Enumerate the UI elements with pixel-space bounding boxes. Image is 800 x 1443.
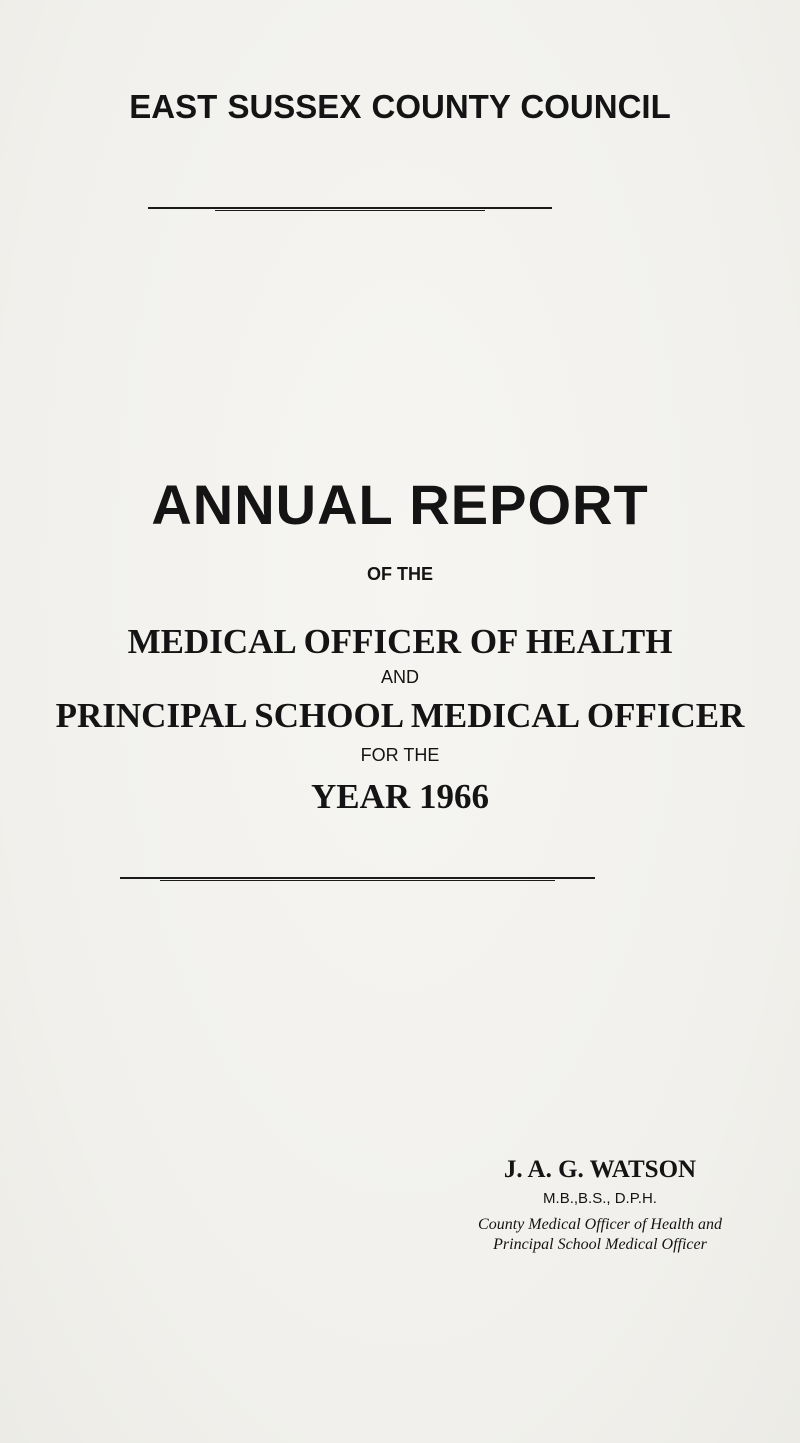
top-divider	[148, 207, 552, 209]
report-year: YEAR 1966	[311, 777, 489, 816]
officer-title-health: MEDICAL OFFICER OF HEALTH	[127, 622, 673, 661]
author-role-line-1: County Medical Officer of Health and	[478, 1216, 722, 1233]
council-heading: EAST SUSSEX COUNTY COUNCIL	[129, 88, 671, 125]
top-divider-underline	[215, 210, 485, 211]
author-degrees: M.B.,B.S., D.P.H.	[543, 1190, 657, 1207]
bottom-divider-underline	[160, 880, 555, 881]
author-name: J. A. G. WATSON	[503, 1156, 697, 1183]
of-the-label: OF THE	[367, 564, 433, 584]
and-label: AND	[380, 667, 419, 687]
author-role-line-2: Principal School Medical Officer	[493, 1236, 707, 1253]
report-title: ANNUAL REPORT	[151, 473, 649, 536]
officer-title-school: PRINCIPAL SCHOOL MEDICAL OFFICER	[55, 696, 745, 735]
for-the-label: FOR THE	[360, 745, 440, 765]
bottom-divider	[120, 877, 595, 879]
